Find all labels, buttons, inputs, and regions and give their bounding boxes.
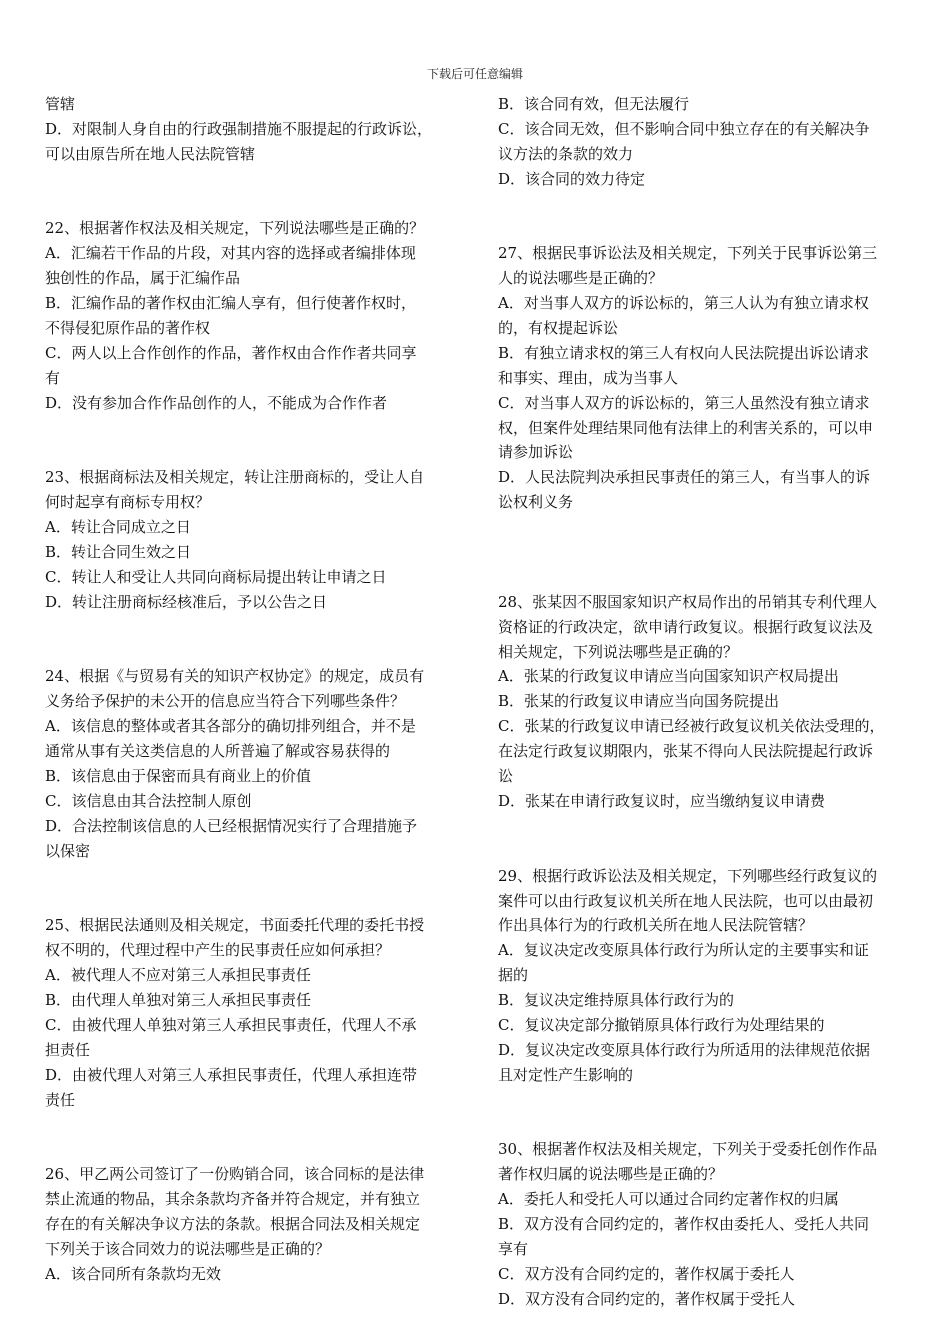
- question-text: 27、根据民事诉讼法及相关规定，下列关于民事诉讼第三: [498, 244, 878, 263]
- question-28: [498, 590, 926, 814]
- question-text: 权不明的，代理过程中产生的民事责任应如何承担？: [45, 941, 391, 960]
- option-line: C．该信息由其合法控制人原创: [45, 791, 252, 810]
- option-line: D．复议决定改变原具体行政行为所适用的法律规范依据: [498, 1040, 871, 1059]
- option-line: 有: [45, 368, 61, 387]
- option-line: 和事实、理由，成为当事人: [498, 368, 679, 387]
- option-line: D．没有参加合作作品创作的人，不能成为合作作者: [45, 393, 388, 412]
- option-line: B．该合同有效，但无法履行: [498, 95, 690, 113]
- question-text: 26、甲乙两公司签订了一份购销合同，该合同标的是法律: [45, 1165, 425, 1184]
- option-line: 不得侵犯原作品的著作权: [45, 319, 211, 338]
- question-25: [45, 913, 470, 1112]
- option-line: 担责任: [45, 1040, 91, 1059]
- question-text: 作出具体行为的行政机关所在地人民法院管辖？: [498, 916, 814, 935]
- option-line: B．复议决定维持原具体行政行为的: [498, 991, 735, 1010]
- option-line: 享有: [498, 1239, 529, 1258]
- option-line: 请参加诉讼: [498, 443, 574, 462]
- option-line: 独创性的作品，属于汇编作品: [45, 269, 241, 288]
- option-line: A．张某的行政复议申请应当向国家知识产权局提出: [498, 667, 839, 686]
- option-line: B．张某的行政复议申请应当向国务院提出: [498, 692, 780, 711]
- option-line: C．对当事人双方的诉讼标的，第三人虽然没有独立请求: [498, 393, 870, 412]
- option-line: C．由被代理人单独对第三人承担民事责任，代理人不承: [45, 1015, 417, 1034]
- option-line: B．转让合同生效之日: [45, 543, 192, 562]
- question-text: 30、根据著作权法及相关规定，下列关于受委托创作作品: [498, 1140, 878, 1159]
- option-line: C．张某的行政复议申请已经被行政复议机关依法受理的，: [498, 717, 885, 736]
- question-23: [45, 465, 470, 614]
- option-line: 讼: [498, 767, 514, 786]
- option-line: 通常从事有关这类信息的人所普遍了解或容易获得的: [45, 742, 391, 761]
- page-header: 下载后可任意编辑: [426, 67, 523, 81]
- option-line: A．转让合同成立之日: [45, 518, 191, 537]
- option-line: A．对当事人双方的诉讼标的，第三人认为有独立请求权: [498, 294, 869, 313]
- option-line: 且对定性产生影响的: [498, 1065, 634, 1084]
- option-line: B．该信息由于保密而具有商业上的价值: [45, 767, 312, 786]
- option-line: D．张某在申请行政复议时，应当缴纳复议申请费: [498, 791, 826, 810]
- question-text: 人的说法哪些是正确的？: [498, 269, 664, 288]
- option-line: A．复议决定改变原具体行政行为所认定的主要事实和证: [498, 941, 869, 960]
- option-line: 据的: [498, 966, 529, 985]
- text-line: 可以由原告所在地人民法院管辖: [45, 144, 256, 163]
- option-line: A．该合同所有条款均无效: [45, 1264, 221, 1283]
- option-line: 以保密: [45, 841, 91, 860]
- question-text: 28、张某因不服国家知识产权局作出的吊销其专利代理人: [498, 592, 878, 611]
- option-line: 责任: [45, 1090, 76, 1109]
- question-text: 何时起享有商标专用权？: [45, 493, 211, 512]
- option-line: D．合法控制该信息的人已经根据情况实行了合理措施予: [45, 816, 418, 835]
- option-line: A．委托人和受托人可以通过合同约定著作权的归属: [498, 1190, 839, 1209]
- option-line: B．汇编作品的著作权由汇编人享有，但行使著作权时，: [45, 294, 417, 313]
- option-line: 议方法的条款的效力: [498, 144, 634, 163]
- question-27: [498, 241, 926, 515]
- question-text: 22、根据著作权法及相关规定，下列说法哪些是正确的？: [45, 219, 425, 238]
- question-22: [45, 216, 470, 415]
- question-text: 义务给予保护的未公开的信息应当符合下列哪些条件？: [45, 692, 406, 711]
- question-text: 25、根据民法通则及相关规定，书面委托代理的委托书授: [45, 916, 425, 935]
- option-line: C．该合同无效，但不影响合同中独立存在的有关解决争: [498, 119, 870, 138]
- option-line: B．有独立请求权的第三人有权向人民法院提出诉讼请求: [498, 343, 870, 362]
- question-26-continued: [498, 92, 926, 192]
- question-text: 相关规定，下列说法哪些是正确的？: [498, 642, 739, 661]
- question-text: 资格证的行政决定，欲申请行政复议。根据行政复议法及: [498, 617, 874, 636]
- option-line: D．转让注册商标经核准后，予以公告之日: [45, 592, 328, 611]
- option-line: D．该合同的效力待定: [498, 169, 646, 188]
- option-line: C．复议决定部分撤销原具体行政行为处理结果的: [498, 1015, 825, 1034]
- question-text: 23、根据商标法及相关规定，转让注册商标的，受让人自: [45, 468, 425, 487]
- option-line: D．人民法院判决承担民事责任的第三人，有当事人的诉: [498, 468, 871, 487]
- option-line: 的，有权提起诉讼: [498, 319, 619, 338]
- question-text: 著作权归属的说法哪些是正确的？: [498, 1165, 724, 1184]
- question-text: 下列关于该合同效力的说法哪些是正确的？: [45, 1239, 331, 1258]
- question-text: 禁止流通的物品，其余条款均齐备并符合规定，并有独立: [45, 1190, 421, 1209]
- option-line: A．被代理人不应对第三人承担民事责任: [45, 966, 311, 985]
- option-line: 权，但案件处理结果同他有法律上的利害关系的，可以申: [498, 418, 874, 437]
- option-line: C．两人以上合作创作的作品，著作权由合作作者共同享: [45, 343, 417, 362]
- option-line: B．双方没有合同约定的，著作权由委托人、受托人共同: [498, 1215, 870, 1234]
- left-column: [45, 92, 470, 1287]
- question-block: [45, 92, 470, 167]
- option-line: C．双方没有合同约定的，著作权属于委托人: [498, 1264, 795, 1283]
- option-line: D．双方没有合同约定的，著作权属于受托人: [498, 1289, 796, 1308]
- question-30: [498, 1137, 926, 1311]
- text-line: 管辖: [45, 95, 76, 113]
- option-line: B．由代理人单独对第三人承担民事责任: [45, 991, 312, 1010]
- question-29: [498, 864, 926, 1088]
- question-text: 29、根据行政诉讼法及相关规定，下列哪些经行政复议的: [498, 866, 878, 885]
- question-text: 存在的有关解决争议方法的条款。根据合同法及相关规定: [45, 1215, 421, 1234]
- question-text: 24、根据《与贸易有关的知识产权协定》的规定，成员有: [45, 667, 425, 686]
- option-line: 在法定行政复议期限内，张某不得向人民法院提起行政诉: [498, 742, 874, 761]
- question-text: 案件可以由行政复议机关所在地人民法院，也可以由最初: [498, 891, 874, 910]
- text-line: D．对限制人身自由的行政强制措施不服提起的行政诉讼，: [45, 119, 433, 138]
- option-line: C．转让人和受让人共同向商标局提出转让申请之日: [45, 567, 387, 586]
- option-line: 讼权利义务: [498, 493, 574, 512]
- option-line: D．由被代理人对第三人承担民事责任，代理人承担连带: [45, 1065, 418, 1084]
- question-24: [45, 664, 470, 863]
- option-line: A．该信息的整体或者其各部分的确切排列组合，并不是: [45, 717, 416, 736]
- option-line: A．汇编若干作品的片段，对其内容的选择或者编排体现: [45, 244, 416, 263]
- question-26: [45, 1162, 470, 1286]
- right-column: [498, 92, 926, 1312]
